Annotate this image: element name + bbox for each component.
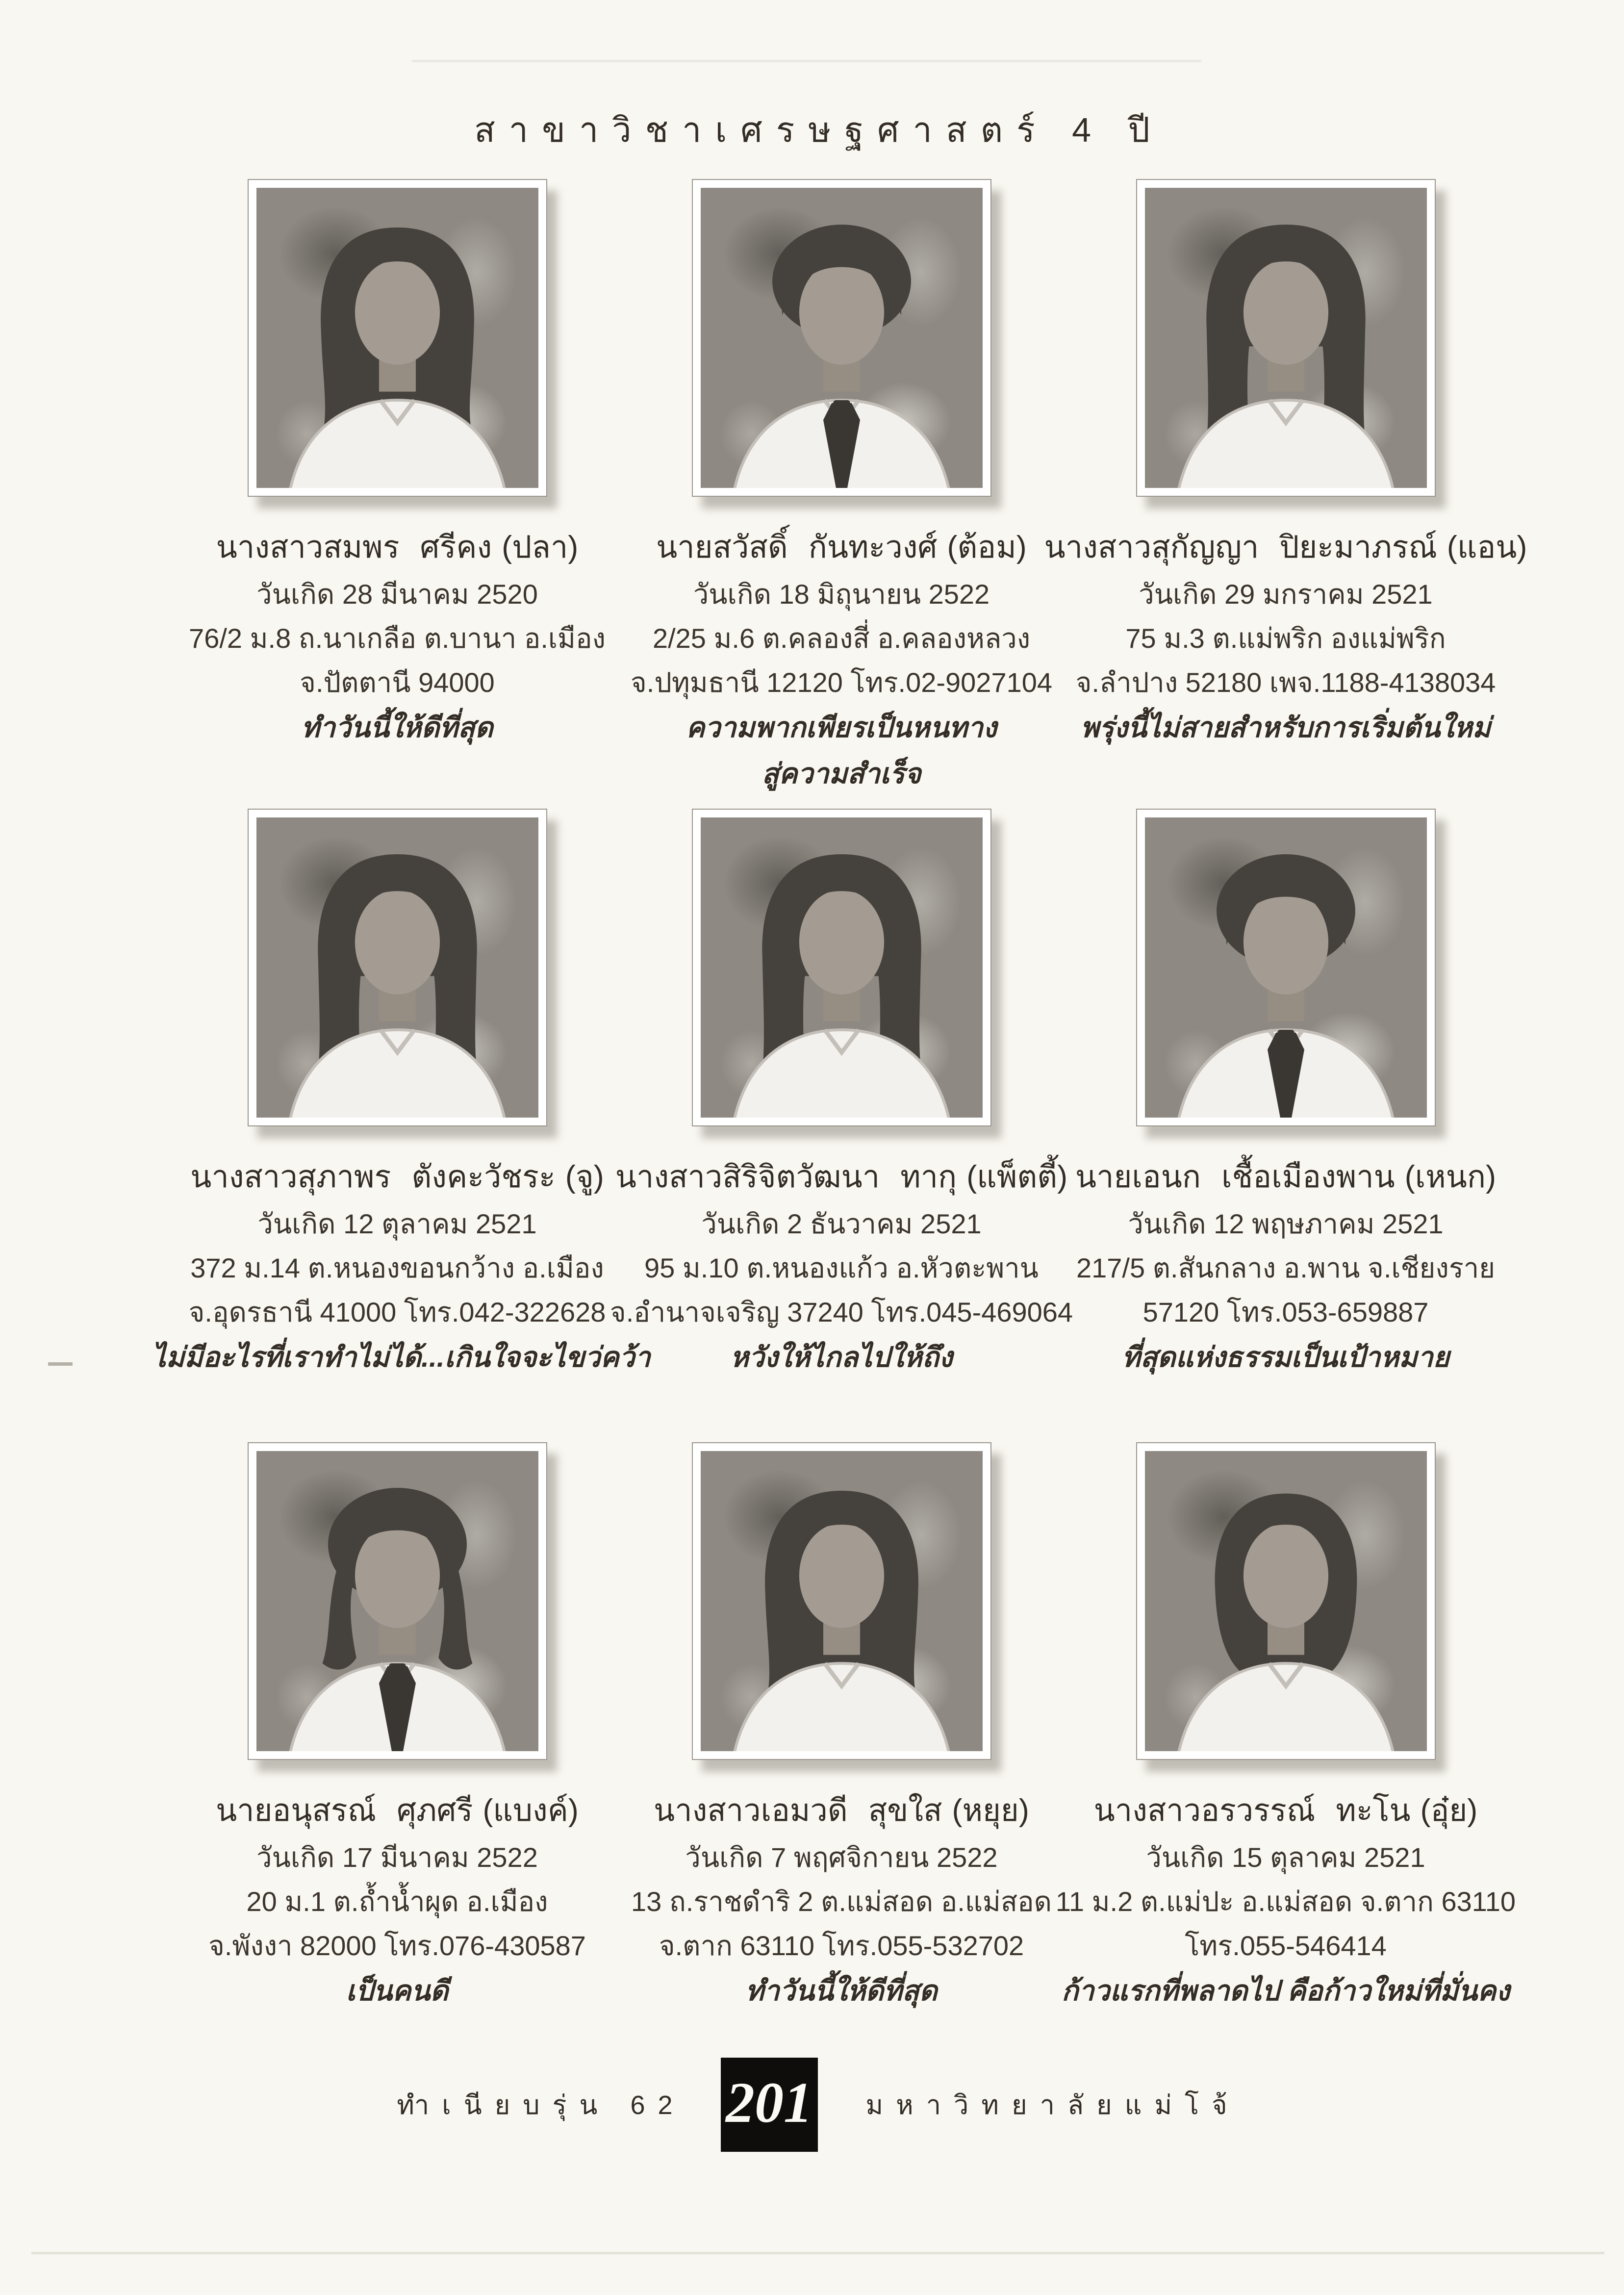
student-birthdate: วันเกิด 12 ตุลาคม 2521 <box>257 1208 537 1239</box>
portrait-illustration <box>256 1451 538 1751</box>
student-nickname: (จู) <box>565 1160 604 1194</box>
student-motto: ความพากเพียรเป็นหนทาง <box>686 712 997 743</box>
student-address-line2: จ.ตาก 63110 โทร.055-532702 <box>659 1930 1024 1961</box>
student-birthdate: วันเกิด 28 มีนาคม 2520 <box>256 579 538 610</box>
student-name: นางสาวอรวรรณ์ ทะโน (อุ๋ย) <box>1093 1793 1478 1828</box>
student-nickname: (ปลา) <box>502 530 579 564</box>
student-address-line1: 372 ม.14 ต.หนองขอนกว้าง อ.เมือง <box>190 1252 604 1283</box>
student-caption <box>152 522 642 751</box>
student-nickname: (ต้อม) <box>947 530 1027 564</box>
student-caption <box>1040 1152 1531 1380</box>
student-address-line2: โทร.055-546414 <box>1185 1930 1387 1961</box>
student-name: นางสาวเอมวดี สุขใส (หยุย) <box>654 1793 1029 1828</box>
portrait-illustration <box>701 188 983 488</box>
student-address-line1: 2/25 ม.6 ต.คลองสี่ อ.คลองหลวง <box>652 623 1031 654</box>
portrait-illustration <box>256 188 538 488</box>
student-nickname: (หยุย) <box>952 1793 1029 1828</box>
student-nickname: (แบงค์) <box>482 1793 579 1828</box>
footer <box>0 2058 1624 2152</box>
student-birthdate: วันเกิด 29 มกราคม 2521 <box>1139 579 1433 610</box>
student-motto: ทำวันนี้ให้ดีที่สุด <box>745 1975 938 2007</box>
student-photo <box>1136 1442 1436 1760</box>
student-address-line1: 76/2 ม.8 ถ.นาเกลือ ต.บานา อ.เมือง <box>189 623 606 654</box>
student-nickname: (แอน) <box>1446 530 1527 564</box>
student-name: นายสวัสดิ์ กันทะวงศ์ (ต้อม) <box>656 530 1027 564</box>
scan-artifact-top-line <box>412 60 1201 62</box>
student-caption <box>596 1785 1087 2014</box>
student-address-line1: 217/5 ต.สันกลาง อ.พาน จ.เชียงราย <box>1076 1252 1496 1283</box>
student-card <box>152 1442 642 2014</box>
student-motto: ไม่มีอะไรที่เราทำไม่ได้...เกินใจจะไขว่คว้า <box>152 1342 651 1373</box>
student-caption <box>596 522 1087 797</box>
student-address-line2: จ.อำนาจเจริญ 37240 โทร.045-469064 <box>609 1297 1073 1327</box>
portrait-illustration <box>701 817 983 1118</box>
student-address-line1: 95 ม.10 ต.หนองแก้ว อ.หัวตะพาน <box>644 1252 1039 1283</box>
student-photo <box>692 809 991 1126</box>
student-address-line1: 20 ม.1 ต.ถ้ำน้ำผุด อ.เมือง <box>246 1886 548 1917</box>
student-card <box>596 809 1087 1380</box>
portrait-illustration <box>1145 1451 1427 1751</box>
scan-artifact-left-dash <box>48 1362 73 1366</box>
student-photo <box>1136 809 1436 1126</box>
portrait-illustration <box>1145 188 1427 488</box>
student-name: นางสาวสุกัญญา ปิยะมาภรณ์ (แอน) <box>1044 530 1527 564</box>
student-nickname: (แพ็ตตี้) <box>966 1160 1068 1194</box>
student-caption <box>1040 522 1531 751</box>
student-photo <box>248 179 547 497</box>
student-birthdate: วันเกิด 15 ตุลาคม 2521 <box>1146 1842 1425 1873</box>
portrait-illustration <box>701 1451 983 1751</box>
student-caption <box>152 1152 651 1380</box>
page-title: สาขาวิชาเศรษฐศาสตร์ 4 ปี <box>474 110 1164 149</box>
student-card <box>1040 1442 1531 2014</box>
university-label: มหาวิทยาลัยแม่โจ้ <box>865 2091 1240 2120</box>
student-address-line2: จ.ลำปาง 52180 เพจ.1188-4138034 <box>1075 667 1496 698</box>
student-card <box>1040 809 1531 1380</box>
student-photo <box>692 179 991 497</box>
student-caption <box>152 1785 642 2014</box>
student-address-line2: จ.อุดรธานี 41000 โทร.042-322628 <box>188 1297 606 1327</box>
student-motto-line2: สู่ความสำเร็จ <box>761 758 921 790</box>
student-photo <box>1136 179 1436 497</box>
student-caption <box>1040 1785 1531 2014</box>
student-photo <box>248 1442 547 1760</box>
student-caption <box>596 1152 1087 1380</box>
student-name: นางสาวสมพร ศรีคง (ปลา) <box>216 530 579 564</box>
student-motto: ที่สุดแห่งธรรมเป็นเป้าหมาย <box>1122 1342 1449 1373</box>
student-motto: ก้าวแรกที่พลาดไป คือก้าวใหม่ที่มั่นคง <box>1061 1975 1510 2007</box>
student-birthdate: วันเกิด 2 ธันวาคม 2521 <box>701 1208 982 1239</box>
student-card <box>596 179 1087 797</box>
page-number-box <box>721 2058 818 2152</box>
student-motto: หวังให้ไกลไปให้ถึง <box>730 1342 953 1373</box>
student-card <box>152 179 642 751</box>
student-motto: ทำวันนี้ให้ดีที่สุด <box>301 712 493 743</box>
student-address-line2: จ.ปัตตานี 94000 <box>300 667 495 698</box>
page-number: 201 <box>726 2070 813 2135</box>
student-card <box>152 809 651 1380</box>
student-address-line1: 75 ม.3 ต.แม่พริก องแม่พริก <box>1125 623 1446 654</box>
portrait-illustration <box>1145 817 1427 1118</box>
student-nickname: (เหนก) <box>1404 1160 1496 1194</box>
student-address-line2: จ.ปทุมธานี 12120 โทร.02-9027104 <box>630 667 1053 698</box>
student-motto: เป็นคนดี <box>346 1975 449 2007</box>
student-address-line2: 57120 โทร.053-659887 <box>1142 1297 1429 1327</box>
student-name: นางสาวสุภาพร ตังคะวัชระ (จู) <box>190 1160 604 1194</box>
student-address-line2: จ.พังงา 82000 โทร.076-430587 <box>208 1930 586 1961</box>
student-card <box>1040 179 1531 751</box>
student-address-line1: 13 ถ.ราชดำริ 2 ต.แม่สอด อ.แม่สอด <box>631 1886 1052 1917</box>
student-name: นางสาวสิริจิตวัฒนา ทากุ (แพ็ตตี้) <box>615 1160 1068 1194</box>
portrait-illustration <box>256 817 538 1118</box>
student-birthdate: วันเกิด 12 พฤษภาคม 2521 <box>1128 1208 1444 1239</box>
student-birthdate: วันเกิด 17 มีนาคม 2522 <box>256 1842 538 1873</box>
student-name: นายอนุสรณ์ ศุภศรี (แบงค์) <box>216 1793 579 1828</box>
student-photo <box>692 1442 991 1760</box>
student-name: นายเอนก เชื้อเมืองพาน (เหนก) <box>1075 1160 1496 1194</box>
scan-artifact-bottom-line <box>31 2252 1604 2254</box>
student-birthdate: วันเกิด 7 พฤศจิกายน 2522 <box>685 1842 998 1873</box>
student-photo <box>248 809 547 1126</box>
student-card <box>596 1442 1087 2014</box>
yearbook-label: ทำเนียบรุ่น 62 <box>397 2091 685 2120</box>
student-address-line1: 11 ม.2 ต.แม่ปะ อ.แม่สอด จ.ตาก 63110 <box>1055 1886 1516 1917</box>
student-birthdate: วันเกิด 18 มิถุนายน 2522 <box>693 579 990 610</box>
student-nickname: (อุ๋ย) <box>1420 1793 1478 1828</box>
student-motto: พรุ่งนี้ไม่สายสำหรับการเริ่มต้นใหม่ <box>1080 712 1491 743</box>
